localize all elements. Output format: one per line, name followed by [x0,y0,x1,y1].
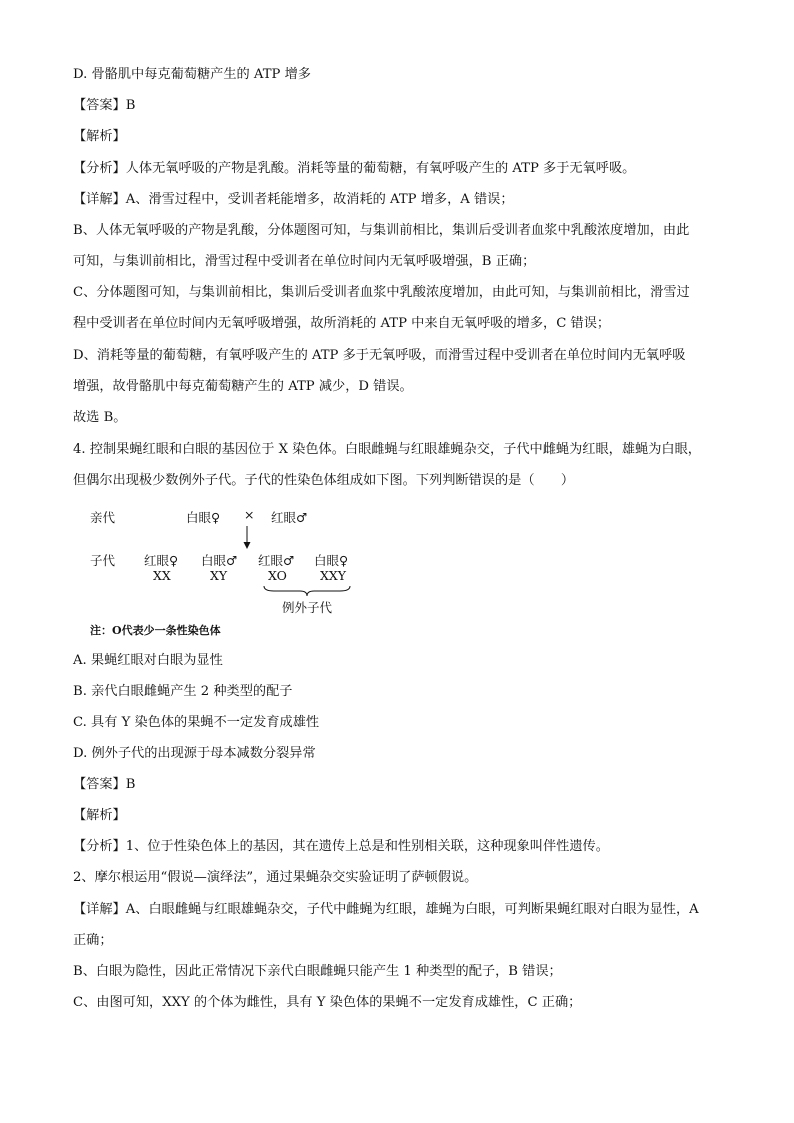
q4-stem: 4. 控制果蝇红眼和白眼的基因位于 X 染色体。白眼雌蝇与红眼雄蝇杂交，子代中雌蝇为红眼，雄蝇为白眼， [73,442,701,457]
q3-answer: 【答案】B [73,98,136,113]
offspring-2-genotype: XY [210,568,228,583]
q4-analysis: 【分析】1、位于性染色体上的基因，其在遗传上总是和性别相关联，这种现象叫伴性遗传。 [73,839,609,854]
q3-detail-line: B、人体无氧呼吸的产物是乳酸，分体题图可知，与集训前相比，集训后受训者血浆中乳酸浓度增加，由此 [73,223,690,238]
genetics-cross-figure [90,500,390,640]
q3-detail-line: D、消耗等量的葡萄糖，有氧呼吸产生的 ATP 多于无氧呼吸，而滑雪过程中受训者在单位时间内无氧呼吸 [73,348,686,363]
exception-offspring-label: 例外子代 [282,600,333,615]
offspring-4-phenotype: 白眼♀ [314,553,349,568]
exception-brace-icon [262,584,352,598]
q4-detail-line: C、由图可知，XXY 的个体为雌性，具有 Y 染色体的果蝇不一定发育成雄性，C 正确； [73,995,582,1010]
offspring-3-phenotype: 红眼♂ [258,553,295,568]
q4-detail-line: 正确； [73,933,113,948]
offspring-3-genotype: XO [268,568,287,583]
parent-generation-label: 亲代 [90,510,116,525]
parent-female: 白眼♀ [186,510,221,525]
figure-note: 注：O代表少一条性染色体 [90,624,221,637]
q4-jiexi-heading: 【解析】 [73,808,126,823]
q4-stem: 但偶尔出现极少数例外子代。子代的性染色体组成如下图。下列判断错误的是（ ） [73,473,575,488]
q3-jiexi-heading: 【解析】 [73,129,126,144]
q4-option-a: A. 果蝇红眼对白眼为显性 [73,653,223,668]
q3-detail-line: 【详解】A、滑雪过程中，受训者耗能增多，故消耗的 ATP 增多，A 错误； [73,192,514,207]
q3-detail-line: 增强，故骨骼肌中每克葡萄糖产生的 ATP 减少，D 错误。 [73,379,413,394]
offspring-generation-label: 子代 [90,553,116,568]
q4-detail-line: 【详解】A、白眼雌蝇与红眼雄蝇杂交，子代中雌蝇为红眼，雄蝇为白眼，可判断果蝇红眼对白眼为显性，A [73,902,699,917]
q4-option-d: D. 例外子代的出现源于母本减数分裂异常 [73,746,316,761]
cross-symbol: × [244,507,255,522]
q4-option-b: B. 亲代白眼雌蝇产生 2 种类型的配子 [73,684,293,699]
offspring-1-phenotype: 红眼♀ [144,553,179,568]
q3-analysis: 【分析】人体无氧呼吸的产物是乳酸。消耗等量的葡萄糖，有氧呼吸产生的 ATP 多于无氧呼吸。 [73,161,636,176]
q3-detail-line: 可知，与集训前相比，滑雪过程中受训者在单位时间内无氧呼吸增强，B 正确； [73,254,536,269]
offspring-2-phenotype: 白眼♂ [201,553,238,568]
q4-analysis: 2、摩尔根运用“假说—演绎法”，通过果蝇杂交实验证明了萨顿假说。 [73,870,478,885]
q3-option-d: D. 骨骼肌中每克葡萄糖产生的 ATP 增多 [73,67,311,82]
q4-detail-line: B、白眼为隐性，因此正常情况下亲代白眼雌蝇只能产生 1 种类型的配子，B 错误； [73,964,562,979]
q3-detail-line: C、分体题图可知，与集训前相比，集训后受训者血浆中乳酸浓度增加，由此可知，与集训前相比，滑雪过 [73,285,690,300]
cross-arrow-icon [240,526,254,550]
offspring-4-genotype: XXY [320,568,347,583]
q3-detail-line: 程中受训者在单位时间内无氧呼吸增强，故所消耗的 ATP 中来自无氧呼吸的增多，C 错误； [73,316,611,331]
q3-conclusion: 故选 B。 [73,410,127,425]
offspring-1-genotype: XX [153,568,171,583]
q4-option-c: C. 具有 Y 染色体的果蝇不一定发育成雄性 [73,715,320,730]
q4-answer: 【答案】B [73,777,136,792]
parent-male: 红眼♂ [271,510,308,525]
